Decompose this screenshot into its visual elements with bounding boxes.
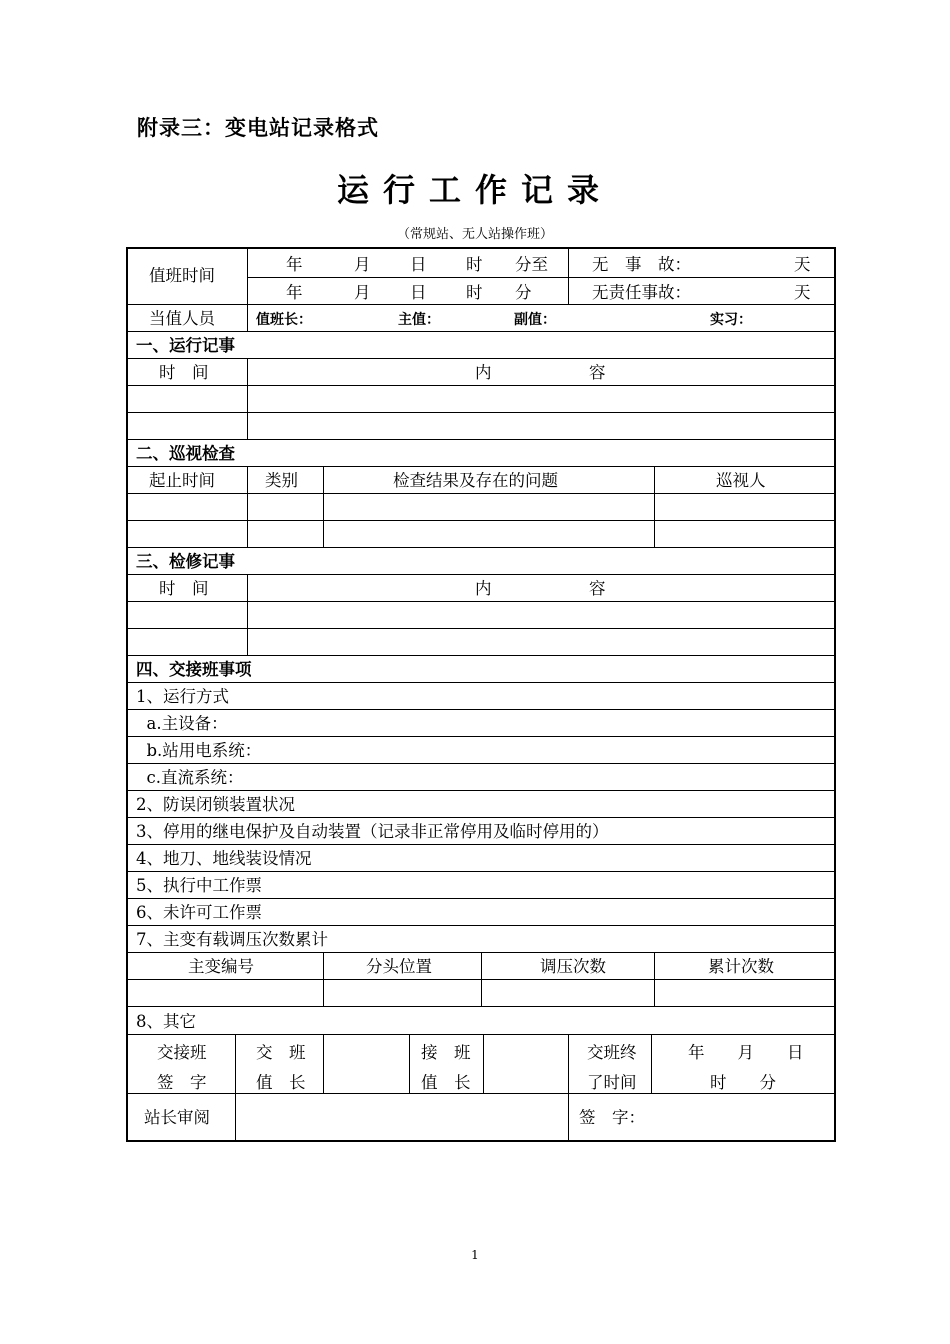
col-time: 时 间 xyxy=(159,579,209,598)
taking-leader-label: 接 班 xyxy=(421,1043,471,1062)
col-tap-position: 分头位置 xyxy=(366,957,432,976)
no-liability-label: 无责任事故： xyxy=(592,283,691,302)
document-title: 运行工作记录 xyxy=(336,171,613,209)
col-line xyxy=(323,1034,324,1093)
row-line xyxy=(128,304,834,305)
col-regulation-count: 调压次数 xyxy=(540,957,606,976)
intern-label: 实习： xyxy=(710,312,752,328)
shift-leader-label: 值班长： xyxy=(256,312,312,328)
date-hour-2: 时 xyxy=(466,283,483,302)
on-duty-label: 当值人员 xyxy=(149,309,215,328)
col-time: 时 间 xyxy=(159,363,209,382)
col-cumulative-count: 累计次数 xyxy=(708,957,774,976)
handover-sign-label: 签 字 xyxy=(157,1073,207,1092)
row-line xyxy=(128,763,834,764)
col-line xyxy=(409,1034,410,1093)
col-line xyxy=(247,466,248,547)
row-line xyxy=(128,385,834,386)
handover-item: 7、主变有载调压次数累计 xyxy=(136,930,328,949)
handover-item: 2、防误闭锁装置状况 xyxy=(136,795,295,814)
row-line xyxy=(128,898,834,899)
row-line xyxy=(128,1093,834,1094)
date-day-1: 日 xyxy=(410,255,427,274)
row-line xyxy=(128,655,834,656)
col-content-a: 内 xyxy=(475,579,492,598)
col-line xyxy=(323,466,324,547)
signature-label: 签 字： xyxy=(579,1108,645,1127)
row-line xyxy=(128,871,834,872)
handover-item: b.站用电系统： xyxy=(136,741,262,760)
day-unit-2: 天 xyxy=(794,283,811,302)
handover-item: 1、运行方式 xyxy=(136,687,229,706)
record-form xyxy=(126,247,836,1142)
page-number: 1 xyxy=(471,1248,479,1262)
row-line xyxy=(248,277,834,278)
handover-item: a.主设备： xyxy=(136,714,228,733)
handover-item: 6、未许可工作票 xyxy=(136,903,262,922)
taking-leader-label: 值 长 xyxy=(421,1073,471,1092)
col-content-a: 内 xyxy=(475,363,492,382)
col-line xyxy=(247,574,248,655)
col-patroller: 巡视人 xyxy=(716,471,766,490)
station-review-label: 站长审阅 xyxy=(144,1108,210,1127)
col-line xyxy=(654,466,655,547)
row-line xyxy=(128,1034,834,1035)
date-month-2: 月 xyxy=(354,283,371,302)
col-line xyxy=(247,249,248,331)
row-line xyxy=(128,682,834,683)
main-duty-label: 主值： xyxy=(398,312,440,328)
col-line xyxy=(323,952,324,1007)
col-line xyxy=(651,1034,652,1093)
col-content-b: 容 xyxy=(589,579,606,598)
handover-sign-label: 交接班 xyxy=(157,1043,207,1062)
col-line xyxy=(247,358,248,439)
row-line xyxy=(128,520,834,521)
row-line xyxy=(128,331,834,332)
col-line xyxy=(568,1034,569,1140)
handing-leader-label: 值 长 xyxy=(256,1073,306,1092)
section-operation-log-title: 一、运行记事 xyxy=(136,336,235,355)
end-time-fields: 时 分 xyxy=(710,1073,776,1092)
row-line xyxy=(128,493,834,494)
date-minute-2: 分 xyxy=(515,283,532,302)
row-line xyxy=(128,736,834,737)
row-line xyxy=(128,790,834,791)
handover-item: 3、停用的继电保护及自动装置（记录非正常停用及临时停用的） xyxy=(136,822,609,841)
row-line xyxy=(128,547,834,548)
handing-leader-label: 交 班 xyxy=(256,1043,306,1062)
date-year-1: 年 xyxy=(286,255,303,274)
row-line xyxy=(128,817,834,818)
section-maintenance-title: 三、检修记事 xyxy=(136,552,235,571)
row-line xyxy=(128,466,834,467)
end-date-fields: 年 月 日 xyxy=(688,1043,804,1062)
section-handover-title: 四、交接班事项 xyxy=(136,660,252,679)
col-line xyxy=(235,1034,236,1140)
row-line xyxy=(128,358,834,359)
day-unit-1: 天 xyxy=(794,255,811,274)
date-hour-1: 时 xyxy=(466,255,483,274)
row-line xyxy=(128,844,834,845)
handover-item-other: 8、其它 xyxy=(136,1012,196,1031)
col-line xyxy=(481,952,482,1007)
handover-end-time-label: 交班终 xyxy=(587,1043,637,1062)
row-line xyxy=(128,925,834,926)
handover-item: 5、执行中工作票 xyxy=(136,876,262,895)
col-line xyxy=(654,952,655,1007)
date-month-1: 月 xyxy=(354,255,371,274)
col-start-end-time: 起止时间 xyxy=(149,471,215,490)
duty-time-label: 值班时间 xyxy=(149,266,215,285)
deputy-duty-label: 副值： xyxy=(514,312,556,328)
col-content-b: 容 xyxy=(589,363,606,382)
row-line xyxy=(128,412,834,413)
col-transformer-id: 主变编号 xyxy=(188,957,254,976)
row-line xyxy=(128,709,834,710)
col-type: 类别 xyxy=(265,471,298,490)
document-subtitle: （常规站、无人站操作班） xyxy=(396,227,553,242)
no-accident-label: 无 事 故： xyxy=(592,255,691,274)
row-line xyxy=(128,628,834,629)
date-day-2: 日 xyxy=(410,283,427,302)
col-line xyxy=(568,249,569,304)
row-line xyxy=(128,439,834,440)
handover-item: c.直流系统： xyxy=(136,768,244,787)
col-result: 检查结果及存在的问题 xyxy=(393,471,558,490)
col-line xyxy=(483,1034,484,1093)
date-year-2: 年 xyxy=(286,283,303,302)
handover-item: 4、地刀、地线装设情况 xyxy=(136,849,312,868)
handover-end-time-label: 了时间 xyxy=(587,1073,637,1092)
row-line xyxy=(128,601,834,602)
appendix-heading: 附录三：变电站记录格式 xyxy=(137,116,379,140)
row-line xyxy=(128,574,834,575)
section-patrol-title: 二、巡视检查 xyxy=(136,444,235,463)
date-minute-1: 分至 xyxy=(515,255,548,274)
